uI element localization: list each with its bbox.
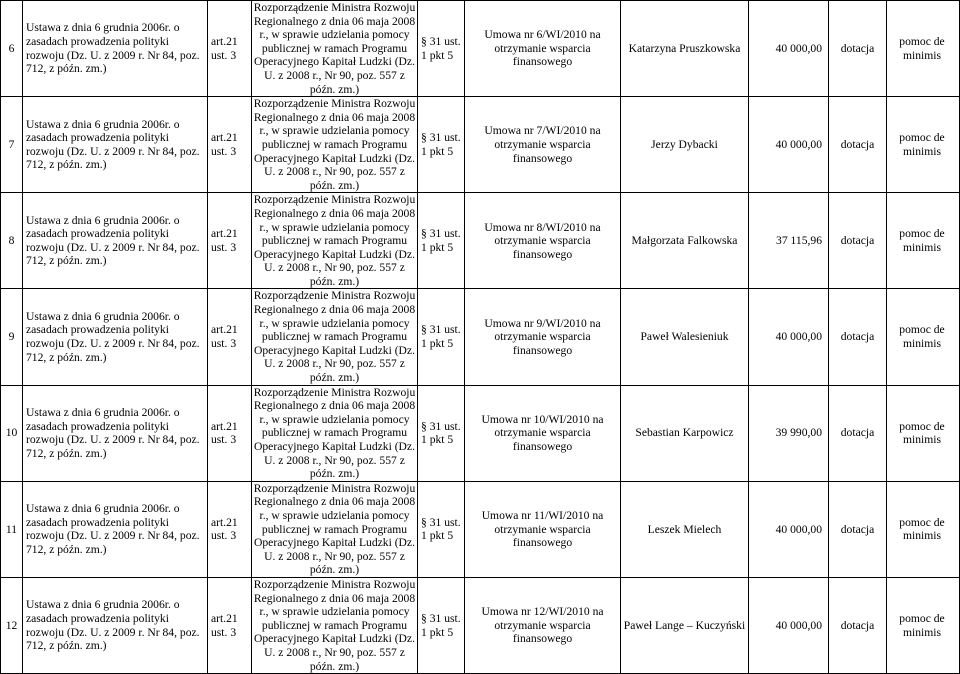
- aid-type: pomoc de minimis: [887, 289, 960, 385]
- act-article: art.21 ust. 3: [208, 385, 252, 481]
- aid-amount: 40 000,00: [749, 1, 829, 97]
- table-row: [1, 577, 960, 673]
- regulation-paragraph: § 31 ust. 1 pkt 5: [418, 481, 465, 577]
- aid-type: pomoc de minimis: [887, 1, 960, 97]
- aid-form: dotacja: [829, 1, 887, 97]
- regulation-paragraph: § 31 ust. 1 pkt 5: [418, 1, 465, 97]
- aid-amount: 39 990,00: [749, 385, 829, 481]
- contract-title: Umowa nr 12/WI/2010 na otrzymanie wsparcia finansowego: [465, 577, 621, 673]
- aid-type: pomoc de minimis: [887, 577, 960, 673]
- beneficiary-name: Paweł Lange – Kuczyński: [621, 577, 749, 673]
- table-row: [1, 1, 960, 97]
- table-row: [1, 481, 960, 577]
- table-row: [1, 289, 960, 385]
- regulation-paragraph: § 31 ust. 1 pkt 5: [418, 289, 465, 385]
- row-number: 6: [1, 1, 23, 97]
- row-number: 11: [1, 481, 23, 577]
- contract-title: Umowa nr 8/WI/2010 na otrzymanie wsparcia finansowego: [465, 193, 621, 289]
- row-number: 7: [1, 97, 23, 193]
- beneficiary-name: Sebastian Karpowicz: [621, 385, 749, 481]
- regulation-paragraph: § 31 ust. 1 pkt 5: [418, 577, 465, 673]
- legal-basis-act: Ustawa z dnia 6 grudnia 2006r. o zasadach prowadzenia polityki rozwoju (Dz. U. z 2009 r. Nr 84, poz. 712, z późn. zm.): [23, 193, 208, 289]
- legal-basis-act: Ustawa z dnia 6 grudnia 2006r. o zasadach prowadzenia polityki rozwoju (Dz. U. z 2009 r. Nr 84, poz. 712, z późn. zm.): [23, 481, 208, 577]
- regulation: Rozporządzenie Ministra Rozwoju Regionalnego z dnia 06 maja 2008 r., w sprawie udzielania pomocy publicznej w ramach Programu Operacyjnego Kapitał Ludzki (Dz. U. z 2008 r., Nr 90, poz. 557 z późn. zm.): [252, 385, 418, 481]
- legal-basis-act: Ustawa z dnia 6 grudnia 2006r. o zasadach prowadzenia polityki rozwoju (Dz. U. z 2009 r. Nr 84, poz. 712, z późn. zm.): [23, 577, 208, 673]
- contract-title: Umowa nr 11/WI/2010 na otrzymanie wsparcia finansowego: [465, 481, 621, 577]
- table-row: [1, 97, 960, 193]
- beneficiary-name: Małgorzata Falkowska: [621, 193, 749, 289]
- legal-basis-act: Ustawa z dnia 6 grudnia 2006r. o zasadach prowadzenia polityki rozwoju (Dz. U. z 2009 r. Nr 84, poz. 712, z późn. zm.): [23, 97, 208, 193]
- regulation: Rozporządzenie Ministra Rozwoju Regionalnego z dnia 06 maja 2008 r., w sprawie udzielania pomocy publicznej w ramach Programu Operacyjnego Kapitał Ludzki (Dz. U. z 2008 r., Nr 90, poz. 557 z późn. zm.): [252, 289, 418, 385]
- aid-type: pomoc de minimis: [887, 97, 960, 193]
- aid-amount: 40 000,00: [749, 97, 829, 193]
- table-row: [1, 193, 960, 289]
- regulation-paragraph: § 31 ust. 1 pkt 5: [418, 97, 465, 193]
- beneficiary-name: Katarzyna Pruszkowska: [621, 1, 749, 97]
- aid-form: dotacja: [829, 289, 887, 385]
- regulation-paragraph: § 31 ust. 1 pkt 5: [418, 385, 465, 481]
- aid-type: pomoc de minimis: [887, 193, 960, 289]
- row-number: 10: [1, 385, 23, 481]
- beneficiary-name: Leszek Mielech: [621, 481, 749, 577]
- aid-type: pomoc de minimis: [887, 481, 960, 577]
- aid-form: dotacja: [829, 193, 887, 289]
- aid-form: dotacja: [829, 577, 887, 673]
- act-article: art.21 ust. 3: [208, 481, 252, 577]
- aid-amount: 37 115,96: [749, 193, 829, 289]
- regulation: Rozporządzenie Ministra Rozwoju Regionalnego z dnia 06 maja 2008 r., w sprawie udzielania pomocy publicznej w ramach Programu Operacyjnego Kapitał Ludzki (Dz. U. z 2008 r., Nr 90, poz. 557 z późn. zm.): [252, 577, 418, 673]
- beneficiary-name: Paweł Walesieniuk: [621, 289, 749, 385]
- beneficiary-name: Jerzy Dybacki: [621, 97, 749, 193]
- act-article: art.21 ust. 3: [208, 577, 252, 673]
- table-body: [1, 1, 960, 674]
- row-number: 9: [1, 289, 23, 385]
- aid-type: pomoc de minimis: [887, 385, 960, 481]
- regulation: Rozporządzenie Ministra Rozwoju Regionalnego z dnia 06 maja 2008 r., w sprawie udzielania pomocy publicznej w ramach Programu Operacyjnego Kapitał Ludzki (Dz. U. z 2008 r., Nr 90, poz. 557 z późn. zm.): [252, 193, 418, 289]
- regulation: Rozporządzenie Ministra Rozwoju Regionalnego z dnia 06 maja 2008 r., w sprawie udzielania pomocy publicznej w ramach Programu Operacyjnego Kapitał Ludzki (Dz. U. z 2008 r., Nr 90, poz. 557 z późn. zm.): [252, 481, 418, 577]
- act-article: art.21 ust. 3: [208, 193, 252, 289]
- aid-amount: 40 000,00: [749, 577, 829, 673]
- aid-form: dotacja: [829, 481, 887, 577]
- regulation: Rozporządzenie Ministra Rozwoju Regionalnego z dnia 06 maja 2008 r., w sprawie udzielania pomocy publicznej w ramach Programu Operacyjnego Kapitał Ludzki (Dz. U. z 2008 r., Nr 90, poz. 557 z późn. zm.): [252, 97, 418, 193]
- contract-title: Umowa nr 6/WI/2010 na otrzymanie wsparcia finansowego: [465, 1, 621, 97]
- contract-title: Umowa nr 9/WI/2010 na otrzymanie wsparcia finansowego: [465, 289, 621, 385]
- table-row: [1, 385, 960, 481]
- act-article: art.21 ust. 3: [208, 289, 252, 385]
- act-article: art.21 ust. 3: [208, 97, 252, 193]
- aid-form: dotacja: [829, 97, 887, 193]
- legal-basis-act: Ustawa z dnia 6 grudnia 2006r. o zasadach prowadzenia polityki rozwoju (Dz. U. z 2009 r. Nr 84, poz. 712, z późn. zm.): [23, 385, 208, 481]
- regulation: Rozporządzenie Ministra Rozwoju Regionalnego z dnia 06 maja 2008 r., w sprawie udzielania pomocy publicznej w ramach Programu Operacyjnego Kapitał Ludzki (Dz. U. z 2008 r., Nr 90, poz. 557 z późn. zm.): [252, 1, 418, 97]
- regulation-paragraph: § 31 ust. 1 pkt 5: [418, 193, 465, 289]
- aid-form: dotacja: [829, 385, 887, 481]
- contract-title: Umowa nr 7/WI/2010 na otrzymanie wsparcia finansowego: [465, 97, 621, 193]
- row-number: 8: [1, 193, 23, 289]
- act-article: art.21 ust. 3: [208, 1, 252, 97]
- aid-amount: 40 000,00: [749, 481, 829, 577]
- legal-basis-act: Ustawa z dnia 6 grudnia 2006r. o zasadach prowadzenia polityki rozwoju (Dz. U. z 2009 r. Nr 84, poz. 712, z późn. zm.): [23, 1, 208, 97]
- contract-title: Umowa nr 10/WI/2010 na otrzymanie wsparcia finansowego: [465, 385, 621, 481]
- legal-basis-act: Ustawa z dnia 6 grudnia 2006r. o zasadach prowadzenia polityki rozwoju (Dz. U. z 2009 r. Nr 84, poz. 712, z późn. zm.): [23, 289, 208, 385]
- row-number: 12: [1, 577, 23, 673]
- aid-amount: 40 000,00: [749, 289, 829, 385]
